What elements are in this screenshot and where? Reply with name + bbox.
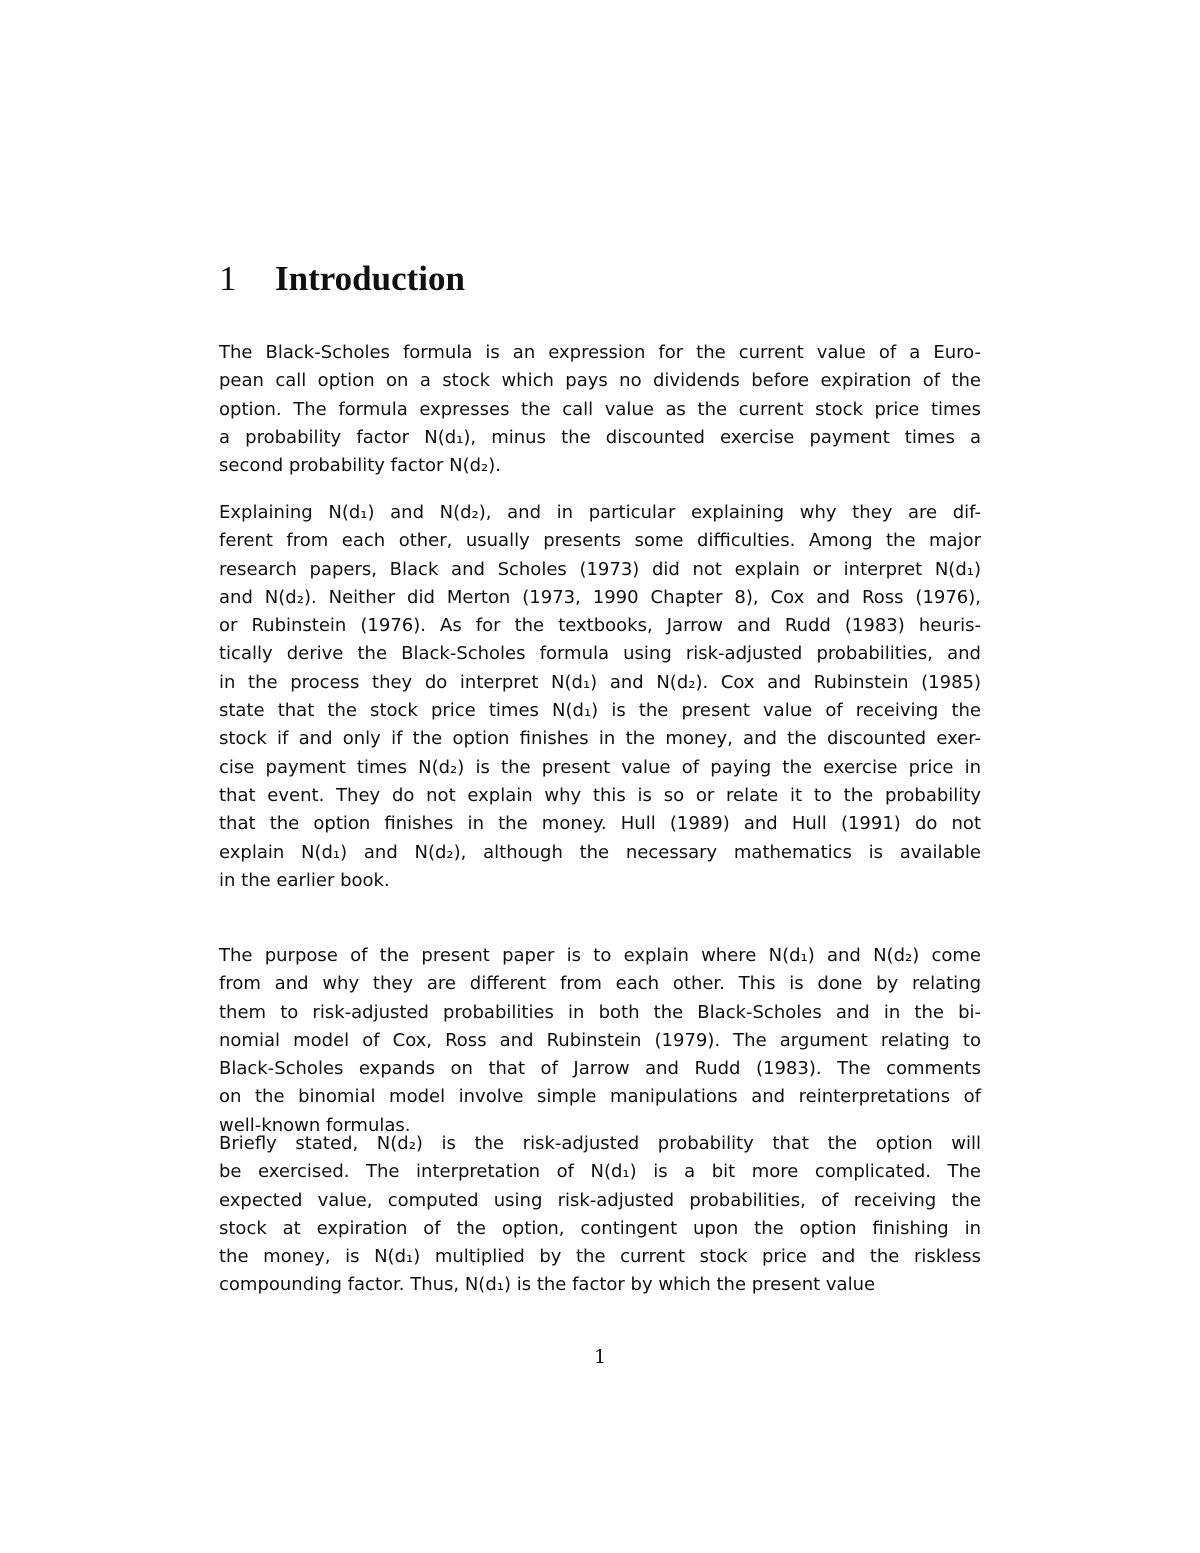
text-line: compounding factor. Thus, N(d₁) is the factor by which the present value (219, 1274, 876, 1296)
text-line: that event. They do not explain why this is so or relate it to the probability (219, 784, 981, 806)
text-line: or Rubinstein (1976). As for the textbooks, Jarrow and Rudd (1983) heuris- (219, 615, 981, 637)
text-line: tically derive the Black-Scholes formula using risk-adjusted probabilities, and (219, 643, 981, 665)
text-line: a probability factor N(d₁), minus the discounted exercise payment times a (219, 426, 981, 448)
text-line: and N(d₂). Neither did Merton (1973, 1990 Chapter 8), Cox and Ross (1976), (219, 586, 981, 608)
text-line: Briefly stated, N(d₂) is the risk-adjusted probability that the option will (219, 1133, 981, 1154)
text-line: them to risk-adjusted probabilities in both the Black-Scholes and in the bi- (219, 1001, 981, 1023)
text-line: ferent from each other, usually presents some difficulties. Among the major (219, 530, 981, 552)
section-heading (219, 255, 465, 303)
section-title: Introduction (275, 259, 465, 298)
paragraph-2 (219, 499, 981, 895)
paragraph-1 (219, 339, 981, 480)
text-line: research papers, Black and Scholes (1973) did not explain or interpret N(d₁) (219, 558, 981, 580)
text-line: in the process they do interpret N(d₁) and N(d₂). Cox and Rubinstein (1985) (219, 671, 981, 693)
text-line: that the option finishes in the money. Hull (1989) and Hull (1991) do not (219, 813, 981, 835)
text-line: expected value, computed using risk-adjusted probabilities, of receiving the (219, 1189, 981, 1211)
paragraph-3 (219, 942, 981, 1140)
text-line: state that the stock price times N(d₁) is the present value of receiving the (219, 700, 981, 722)
text-line: on the binomial model involve simple manipulations and reinterpretations of (219, 1086, 981, 1108)
page-number: 1 (593, 1346, 607, 1368)
text-line: Explaining N(d₁) and N(d₂), and in particular explaining why they are dif- (219, 502, 981, 523)
text-line: pean call option on a stock which pays no dividends before expiration of the (219, 370, 981, 392)
text-line: in the earlier book. (219, 869, 390, 891)
text-line: option. The formula expresses the call value as the current stock price times (219, 398, 981, 420)
text-line: cise payment times N(d₂) is the present value of paying the exercise price in (219, 756, 981, 778)
text-line: Black-Scholes expands on that of Jarrow and Rudd (1983). The comments (219, 1058, 981, 1080)
section-number: 1 (219, 259, 237, 298)
text-line: The Black-Scholes formula is an expression for the current value of a Euro- (219, 342, 981, 363)
text-line: be exercised. The interpretation of N(d₁) is a bit more complicated. The (219, 1161, 981, 1183)
text-line: from and why they are different from each other. This is done by relating (219, 973, 981, 995)
text-line: well-known formulas. (219, 1114, 411, 1136)
text-line: The purpose of the present paper is to explain where N(d₁) and N(d₂) come (219, 945, 981, 966)
text-line: stock at expiration of the option, contingent upon the option finishing in (219, 1217, 981, 1239)
text-line: nomial model of Cox, Ross and Rubinstein (1979). The argument relating to (219, 1029, 981, 1051)
text-line: the money, is N(d₁) multiplied by the current stock price and the riskless (219, 1246, 981, 1268)
text-line: second probability factor N(d₂). (219, 455, 502, 477)
paragraph-4 (219, 1130, 981, 1300)
text-line: explain N(d₁) and N(d₂), although the necessary mathematics is available (219, 841, 981, 863)
text-line: stock if and only if the option finishes in the money, and the discounted exer- (219, 728, 981, 750)
